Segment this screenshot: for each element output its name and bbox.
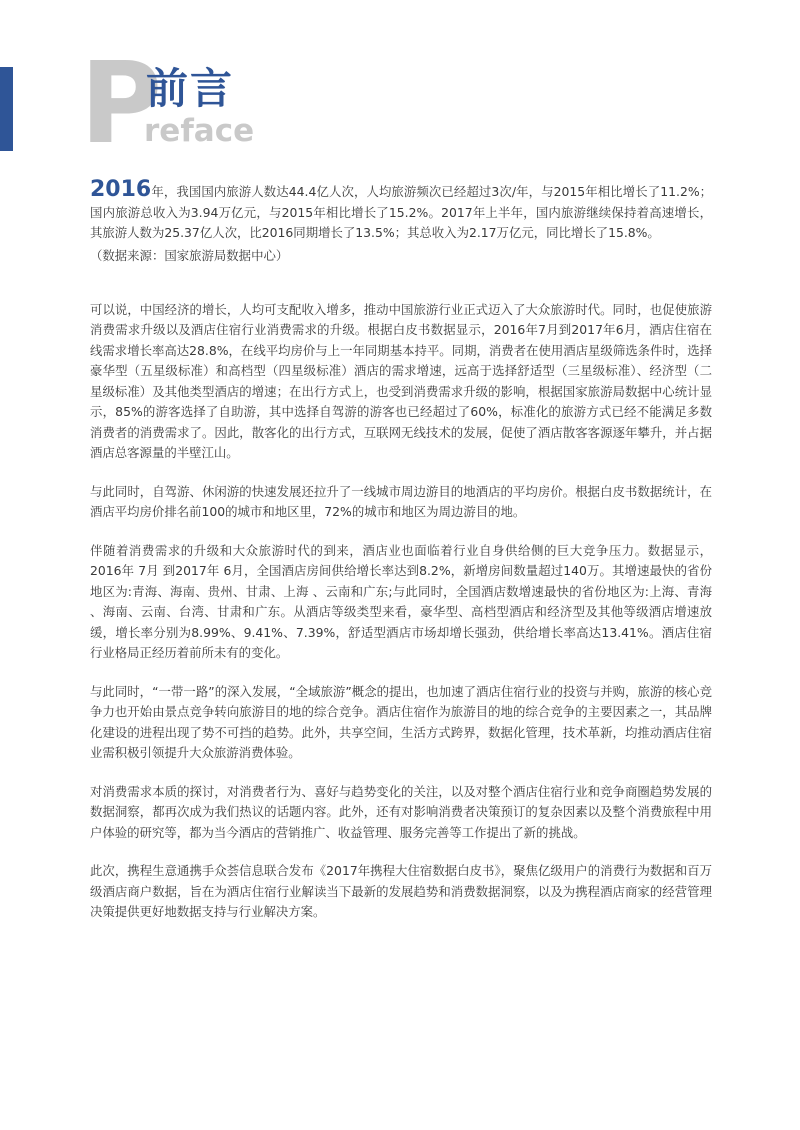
page-title-english: reface [144,113,255,149]
page-header [80,39,380,169]
page-title: 前言 [146,64,235,113]
body-paragraph-2: 与此同时，自驾游、休闲游的快速发展还拉升了一线城市周边游目的地酒店的平均房价。根据白皮书数据统计，在酒店平均房价排名前100的城市和地区里，72%的城市和地区为周边游目的地。 [90,483,712,519]
body-paragraph-6: 此次，携程生意通携手众荟信息联合发布《2017年携程大住宿数据白皮书》，聚焦亿级用户的消费行为数据和百万级酒店商户数据，旨在为酒店住宿行业解读当下最新的发展趋势和消费数据洞察，以及为携程酒店商家的经营管理决策提供更好地数据支持与行业解决方案。 [90,863,712,919]
document-body [90,177,712,941]
header-big-letter: P [80,39,161,169]
body-paragraph-4: 与此同时，“一带一路”的深入发展，“全域旅游”概念的提出，也加速了酒店住宿行业的投资与并购，旅游的核心竞争力也开始由景点竞争转向旅游目的地的综合竞争。酒店住宿作为旅游目的地的综合竞争的主要因素之一，其品牌化建设的进程出现了势不可挡的趋势。此外，共享空间，生活方式跨界，数据化管理，技术革新，均推动酒店住宿业需积极引领提升大众旅游消费体验。 [90,683,712,760]
body-paragraph-5: 对消费需求本质的探讨，对消费者行为、喜好与趋势变化的关注，以及对整个酒店住宿行业和竞争商圈趋势发展的数据洞察，都再次成为我们热议的话题内容。此外，还有对影响消费者决策预订的复杂因素以及整个消费旅程中用户体验的研究等，都为当今酒店的营销推广、收益管理、服务完善等工作提出了新的挑战。 [90,783,712,840]
accent-bar [0,67,13,151]
data-source-note: （数据来源：国家旅游局数据中心） [90,247,289,263]
intro-paragraph [90,177,712,244]
body-paragraph-1: 可以说，中国经济的增长，人均可支配收入增多，推动中国旅游行业正式迈入了大众旅游时代。同时，也促使旅游消费需求升级以及酒店住宿行业消费需求的升级。根据白皮书数据显示，2016年7月到2017年6月，酒店住宿在线需求增长率高达28.8%，在线平均房价与上一年同期基本持平。同期，消费者在使用酒店星级筛选条件时，选择豪华型（五星级标准）和高档型（四星级标准）酒店的需求增速，远高于选择舒适型（三星级标准）、经济型（二星级标准）及其他类型酒店的增速；在出行方式上，也受到消费需求升级的影响，根据国家旅游局数据中心统计显示，85%的游客选择了自助游，其中选择自驾游的游客也已经超过了60%，标准化的旅游方式已经不能满足多数消费者的消费需求了。因此，散客化的出行方式，互联网无线技术的发展，促使了酒店散客客源逐年攀升，并占据酒店总客源量的半壁江山。 [90,301,712,460]
intro-text: 年，我国国内旅游人数达44.4亿人次，人均旅游频次已经超过3次/年，与2015年相比增长了11.2%； 国内旅游总收入为3.94万亿元，与2015年相比增长了15.2%。2017年上半年，国内旅游继续保持着高速增长，其旅游人数为25.37亿人次，比2016同期增长了13.5%；其总收入为2.17万亿元，同比增长了15.8%。 [90,184,712,240]
body-paragraph-3: 伴随着消费需求的升级和大众旅游时代的到来，酒店业也面临着行业自身供给侧的巨大竞争压力。数据显示，2016年 7月 到2017年 6月，全国酒店房间供给增长率达到8.2%，新增房间数量超过140万。其增速最快的省份地区为:青海、海南、贵州、甘肃、上海 、云南和广东;与此同时，全国酒店数增速最快的省份地区为:上海、青海 、海南、云南、台湾、甘肃和广东。从酒店等级类型来看，豪华型、高档型酒店和经济型及其他等级酒店增速放缓，增长率分别为8.99%、9.41%、7.39%，舒适型酒店市场却增长强劲，供给增长率高达13.41%。酒店住宿行业格局正经历着前所未有的变化。 [90,542,712,660]
intro-year: 2016 [90,177,152,202]
